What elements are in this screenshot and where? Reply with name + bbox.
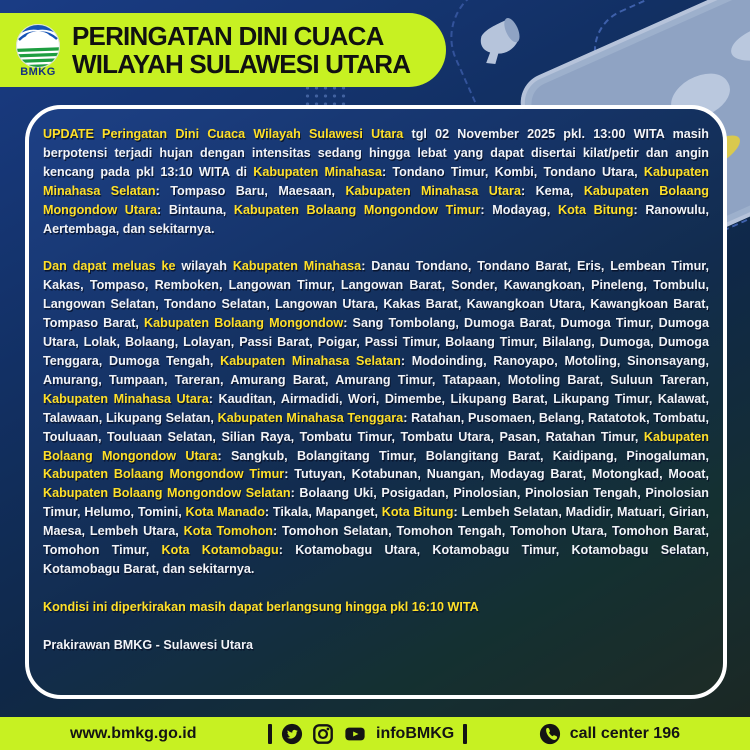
region-name: Kabupaten Bolaang Mongondow Timur [43, 467, 285, 482]
warning-paragraph-2 [43, 257, 709, 578]
warning-text: : Modoinding, Ranoyapo, Motoling, Sinonsayang, Amurang, Tumpaan, Tareran, Amurang Barat, Amurang Timur, Tatapaan, Motoling Barat, Suluun Tareran, [43, 353, 709, 387]
twitter-icon [281, 723, 303, 745]
header-banner [0, 13, 446, 87]
warning-text: : Tompaso Baru, Maesaan, [155, 183, 346, 198]
region-name: Kabupaten Minahasa Selatan [220, 353, 401, 368]
social-handle: infoBMKG [376, 724, 455, 742]
footer-separator [268, 724, 272, 744]
instagram-icon [312, 723, 334, 745]
warning-text: : Bolaang Uki, Posigadan, Pinolosian, Pinolosian Tengah, Pinolosian Timur, Helumo, Tomini, [43, 486, 709, 520]
website-url: www.bmkg.go.id [70, 724, 197, 742]
region-name: Kabupaten Bolaang Mongondow Utara [43, 183, 709, 217]
warning-text: : Tikala, Mapanget, [264, 505, 382, 520]
region-name: Dan dapat meluas ke [43, 259, 176, 274]
warning-text: : Bintauna, [156, 202, 234, 217]
megaphone-icon [474, 13, 535, 69]
warning-text: : Ratahan, Pusomaen, Belang, Ratatotok, Tombatu, Touluaan, Touluaan Selatan, Silian Raya, Tombatu Timur, Tombatu Utara, Pasan, Ratahan Timur, [43, 410, 709, 444]
region-name: UPDATE Peringatan Dini Cuaca Wilayah Sulawesi Utara [43, 127, 404, 141]
footer-call-center [539, 723, 680, 745]
warning-text: : Danau Tondano, Tondano Barat, Eris, Lembean Timur, Kakas, Tompaso, Remboken, Langowan Timur, Langowan Barat, Sonder, Kawangkoan, Pineleng, Tombulu, Langowan Selatan, Tondano Selatan, Langowan Utara, Kakas Barat, Kawangkoan Utara, Kawangkoan Barat, Tompaso Barat, [43, 259, 709, 331]
page-title [72, 22, 410, 78]
warning-text: : Lembeh Selatan, Madidir, Matuari, Girian, Maesa, Lembeh Utara, [43, 505, 710, 539]
warning-text: : Sang Tombolang, Dumoga Barat, Dumoga Timur, Dumoga Utara, Lolak, Bolaang, Lolayan, Passi Barat, Poigar, Passi Timur, Bolaang Timur, Bilalang, Dumoga, Dumoga Tenggara, Dumoga Tengah, [43, 316, 710, 368]
footer-bar [0, 717, 750, 750]
region-name: Kabupaten Bolaang Mongondow Timur [233, 202, 481, 217]
warning-text: : Sangkub, Bolangitang Timur, Bolangitang Barat, Kaidipang, Pinogaluman, [217, 448, 709, 463]
call-center-label: call center 196 [569, 724, 680, 742]
youtube-icon [343, 723, 367, 745]
footer-website [70, 725, 197, 743]
region-name: Kota Bitung [381, 505, 454, 520]
region-name: Kabupaten Minahasa Tenggara [217, 410, 404, 425]
warning-paragraph-1 [43, 125, 709, 238]
warning-text: : Kema, [520, 183, 584, 198]
warning-text: : Tomohon Selatan, Tomohon Tengah, Tomohon Utara, Tomohon Barat, Tomohon Timur, [43, 524, 709, 558]
region-name: Kota Manado [185, 505, 265, 520]
warning-text: : Kotamobagu Utara, Kotamobagu Timur, Kotamobagu Selatan, Kotamobagu Barat, dan sekitarnya. [43, 543, 709, 576]
bmkg-logo [12, 23, 64, 78]
warning-text: : Tondano Timur, Kombi, Tondano Utara, [381, 164, 644, 179]
warning-text: tgl 02 November 2025 pkl. 13:00 WITA masih berpotensi terjadi hujan dengan intensitas sedang hingga lebat yang dapat disertai kilat/petir dan angin kencang pada pkl 13:10 WITA di [43, 127, 709, 179]
region-name: Kota Kotamobagu [161, 543, 279, 558]
region-name: Kabupaten Minahasa [253, 164, 382, 179]
region-name: Kabupaten Minahasa Utara [345, 183, 521, 198]
region-name: Kabupaten Bolaang Mongondow [144, 316, 344, 331]
title-line-2: WILAYAH SULAWESI UTARA [72, 49, 411, 79]
map-island [727, 15, 750, 68]
title-line-1: PERINGATAN DINI CUACA [72, 20, 384, 51]
warning-text: wilayah [175, 259, 233, 274]
region-name: Kabupaten Minahasa [232, 259, 362, 274]
warning-text: : Ranowulu, Aertembaga, dan sekitarnya. [43, 202, 709, 236]
warning-text: : Kauditan, Airmadidi, Wori, Dimembe, Likupang Barat, Likupang Timur, Kalawat, Talawaan, Likupang Selatan, [43, 391, 709, 425]
validity-statement: Kondisi ini diperkirakan masih dapat berlangsung hingga pkl 16:10 WITA [43, 599, 479, 614]
warning-panel [25, 105, 727, 699]
region-name: Kabupaten Bolaang Mongondow Utara [43, 429, 709, 463]
footer-separator [463, 724, 467, 744]
phone-icon [539, 723, 561, 745]
bmkg-logo-label: BMKG [20, 65, 56, 78]
footer-social [268, 723, 467, 745]
warning-text: : Modayag, [480, 202, 558, 217]
region-name: Kota Tomohon [183, 524, 273, 539]
region-name: Kota Bitung [557, 202, 634, 217]
bmkg-logo-icon [15, 23, 61, 69]
region-name: Kabupaten Bolaang Mongondow Selatan [43, 486, 291, 501]
region-name: Kabupaten Minahasa Utara [43, 391, 209, 406]
forecaster-signature: Prakirawan BMKG - Sulawesi Utara [43, 637, 253, 652]
warning-body [43, 125, 709, 655]
region-name: Kabupaten Minahasa Selatan [43, 164, 709, 198]
warning-text: : Tutuyan, Kotabunan, Nuangan, Modayag Barat, Motongkad, Mooat, [284, 467, 709, 482]
